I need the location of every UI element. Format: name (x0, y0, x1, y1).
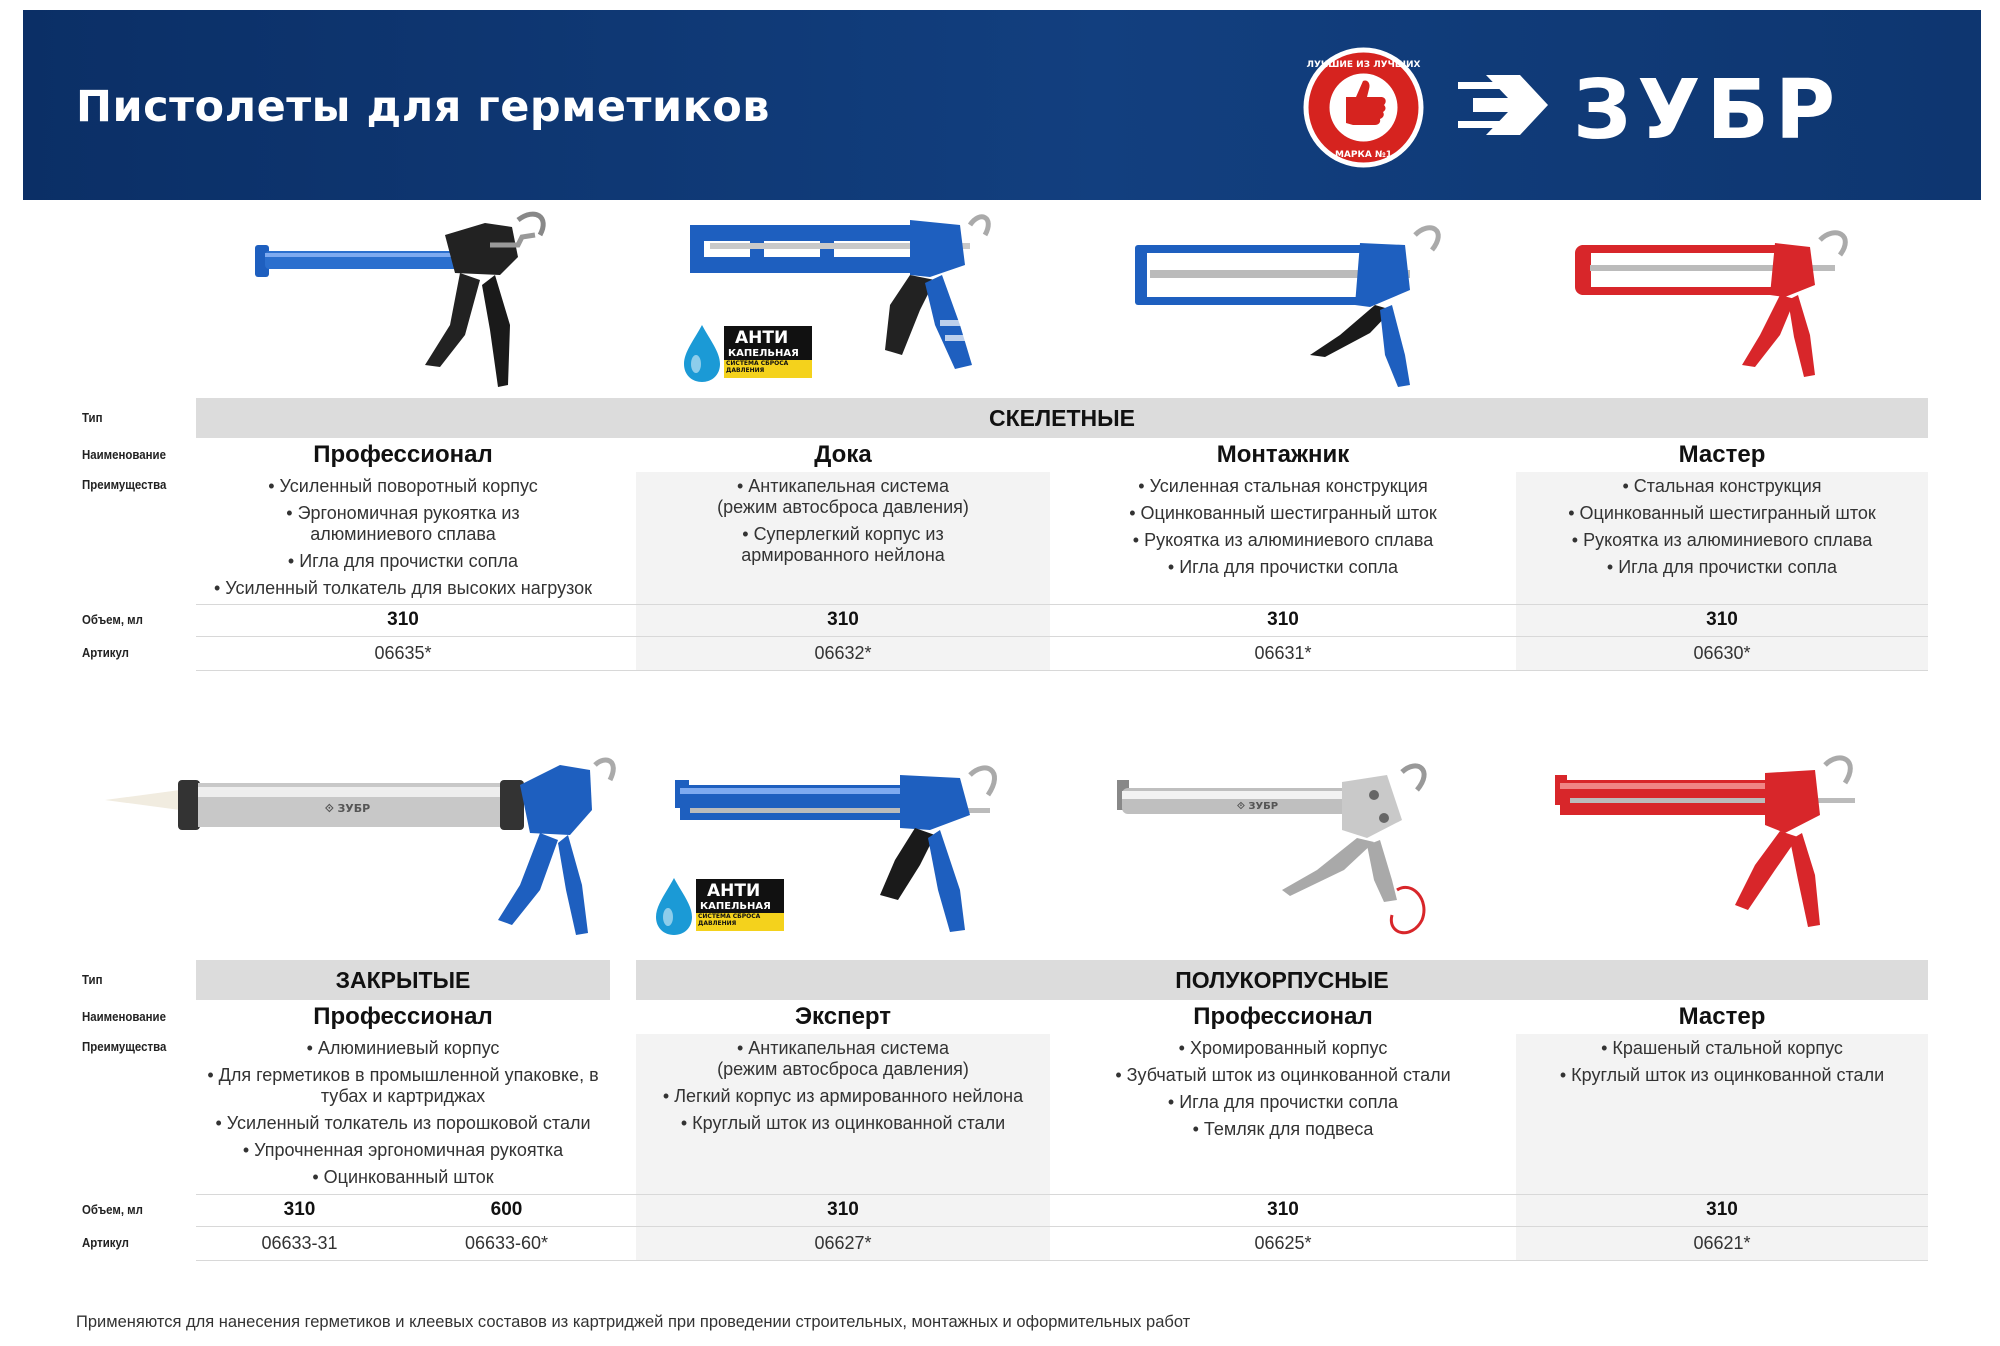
advantage-item: • Упрочненная эргономичная рукоятка (196, 1140, 610, 1161)
svg-text:ЛУЧШИЕ ИЗ ЛУЧШИХ: ЛУЧШИЕ ИЗ ЛУЧШИХ (1306, 60, 1421, 70)
article-value: 06633-31 (261, 1233, 338, 1253)
volume-value: 310 (387, 609, 419, 630)
type-bar-closed: ЗАКРЫТЫЕ (196, 960, 610, 1000)
anti-drip-line2: КАПЕЛЬНАЯ (700, 901, 771, 912)
article-value: 06627* (814, 1233, 872, 1253)
advantage-item: • Игла для прочистки сопла (196, 551, 610, 572)
article-value: 06632* (814, 643, 872, 663)
product-name: Профессионал (313, 1003, 493, 1030)
advantage-item: • Рукоятка из алюминиевого сплава (1076, 530, 1490, 551)
product-name: Мастер (1678, 1003, 1766, 1030)
label-volume: Объем, мл (82, 1202, 143, 1217)
advantages-list (196, 476, 610, 605)
advantage-item: • Оцинкованный шестигранный шток (1076, 503, 1490, 524)
advantages-list (1516, 476, 1928, 584)
anti-drip-badge (652, 873, 787, 938)
advantages-list (1076, 476, 1490, 584)
advantages-list (636, 1038, 1050, 1140)
article-value: 06633-60* (464, 1233, 549, 1253)
advantage-item: • Усиленная стальная конструкция (1076, 476, 1490, 497)
type-bar-semi: ПОЛУКОРПУСНЫЕ (636, 960, 1928, 1000)
product-image-montazhnik (1130, 215, 1460, 390)
divider (196, 670, 1928, 671)
label-type: Тип (82, 410, 103, 425)
advantage-item: • Суперлегкий корпус из армированного нейлона (636, 524, 1050, 566)
advantage-item: • Легкий корпус из армированного нейлона (636, 1086, 1050, 1107)
volume-value: 310 (283, 1199, 316, 1220)
svg-text:⟐ ЗУБР: ⟐ ЗУБР (1237, 801, 1279, 812)
advantages-list (196, 1038, 610, 1194)
volume-value: 310 (1267, 609, 1299, 630)
product-name: Профессионал (1193, 1003, 1373, 1030)
article-value: 06630* (1693, 643, 1751, 663)
footer-note: Применяются для нанесения герметиков и клеевых составов из картриджей при проведении строительных, монтажных и оформительных работ (76, 1313, 1191, 1331)
product-image-master-skeleton (1570, 225, 1880, 385)
label-article: Артикул (82, 645, 129, 660)
anti-drip-line1: АНТИ (735, 328, 789, 348)
advantage-item: • Хромированный корпус (1076, 1038, 1490, 1059)
advantage-item: • Рукоятка из алюминиевого сплава (1516, 530, 1928, 551)
divider (196, 1194, 1928, 1195)
volume-value: 310 (1706, 1199, 1738, 1220)
zubr-logo (1458, 50, 1958, 160)
anti-drip-line3: СИСТЕМА СБРОСА ДАВЛЕНИЯ (698, 913, 761, 927)
anti-drip-line2: КАПЕЛЬНАЯ (728, 348, 799, 359)
type-bar-skeleton: СКЕЛЕТНЫЕ (196, 398, 1928, 438)
advantage-item: • Эргономичная рукоятка из алюминиевого сплава (196, 503, 610, 545)
divider (196, 1226, 1928, 1227)
advantages-list (1076, 1038, 1490, 1146)
product-name: Мастер (1678, 441, 1766, 468)
label-advantages: Преимущества (82, 477, 167, 492)
anti-drip-line3: СИСТЕМА СБРОСА ДАВЛЕНИЯ (726, 360, 789, 374)
volume-value: 310 (1267, 1199, 1299, 1220)
advantage-item: • Антикапельная система (режим автосброса давления) (636, 1038, 1050, 1080)
product-image-master-semi (1550, 745, 1890, 940)
article-value: 06631* (1254, 643, 1312, 663)
anti-drip-line1: АНТИ (707, 881, 761, 901)
advantage-item: • Усиленный поворотный корпус (196, 476, 610, 497)
volume-value: 310 (827, 1199, 859, 1220)
advantage-item: • Темляк для подвеса (1076, 1119, 1490, 1140)
advantage-item: • Стальная конструкция (1516, 476, 1928, 497)
advantage-item: • Оцинкованный шток (196, 1167, 610, 1188)
label-type: Тип (82, 972, 103, 987)
advantage-item: • Антикапельная система (режим автосброса давления) (636, 476, 1050, 518)
header-banner (23, 10, 1981, 200)
advantage-item: • Усиленный толкатель из порошковой стали (196, 1113, 610, 1134)
label-volume: Объем, мл (82, 612, 143, 627)
advantage-item: • Алюминиевый корпус (196, 1038, 610, 1059)
label-advantages: Преимущества (82, 1039, 167, 1054)
article-value: 06621* (1693, 1233, 1751, 1253)
svg-text:⟐ ЗУБР: ⟐ ЗУБР (325, 802, 371, 815)
article-value: 06635* (374, 643, 432, 663)
product-name: Профессионал (313, 441, 493, 468)
volume-value: 310 (1706, 609, 1738, 630)
svg-text:МАРКА №1: МАРКА №1 (1334, 150, 1393, 160)
best-brand-badge-icon (1301, 45, 1426, 170)
product-image-professional-closed (100, 755, 630, 945)
label-article: Артикул (82, 1235, 129, 1250)
article-value: 06625* (1254, 1233, 1312, 1253)
product-image-professional-chrome (1112, 760, 1472, 955)
advantage-item: • Для герметиков в промышленной упаковке, в тубах и картриджах (196, 1065, 610, 1107)
anti-drip-badge (680, 320, 815, 385)
product-name: Монтажник (1216, 441, 1350, 468)
advantage-item: • Оцинкованный шестигранный шток (1516, 503, 1928, 524)
advantage-item: • Усиленный толкатель для высоких нагрузок (196, 578, 610, 599)
divider (196, 636, 1928, 637)
advantage-item: • Игла для прочистки сопла (1076, 1092, 1490, 1113)
advantages-list (1516, 1038, 1928, 1092)
label-name: Наименование (82, 1009, 166, 1024)
product-name: Эксперт (794, 1003, 892, 1030)
advantage-item: • Круглый шток из оцинкованной стали (636, 1113, 1050, 1134)
volume-value: 310 (827, 609, 859, 630)
advantages-list (636, 476, 1050, 572)
advantage-item: • Зубчатый шток из оцинкованной стали (1076, 1065, 1490, 1086)
page-title: Пистолеты для герметиков (76, 82, 771, 132)
product-name: Дока (814, 441, 872, 468)
advantage-item: • Игла для прочистки сопла (1076, 557, 1490, 578)
advantage-item: • Крашеный стальной корпус (1516, 1038, 1928, 1059)
brand-text: ЗУБР (1573, 63, 1842, 158)
advantage-item: • Игла для прочистки сопла (1516, 557, 1928, 578)
advantage-item: • Круглый шток из оцинкованной стали (1516, 1065, 1928, 1086)
divider (196, 1260, 1928, 1261)
volume-value: 600 (490, 1199, 523, 1220)
product-image-professional-skeleton (250, 205, 560, 390)
label-name: Наименование (82, 447, 166, 462)
